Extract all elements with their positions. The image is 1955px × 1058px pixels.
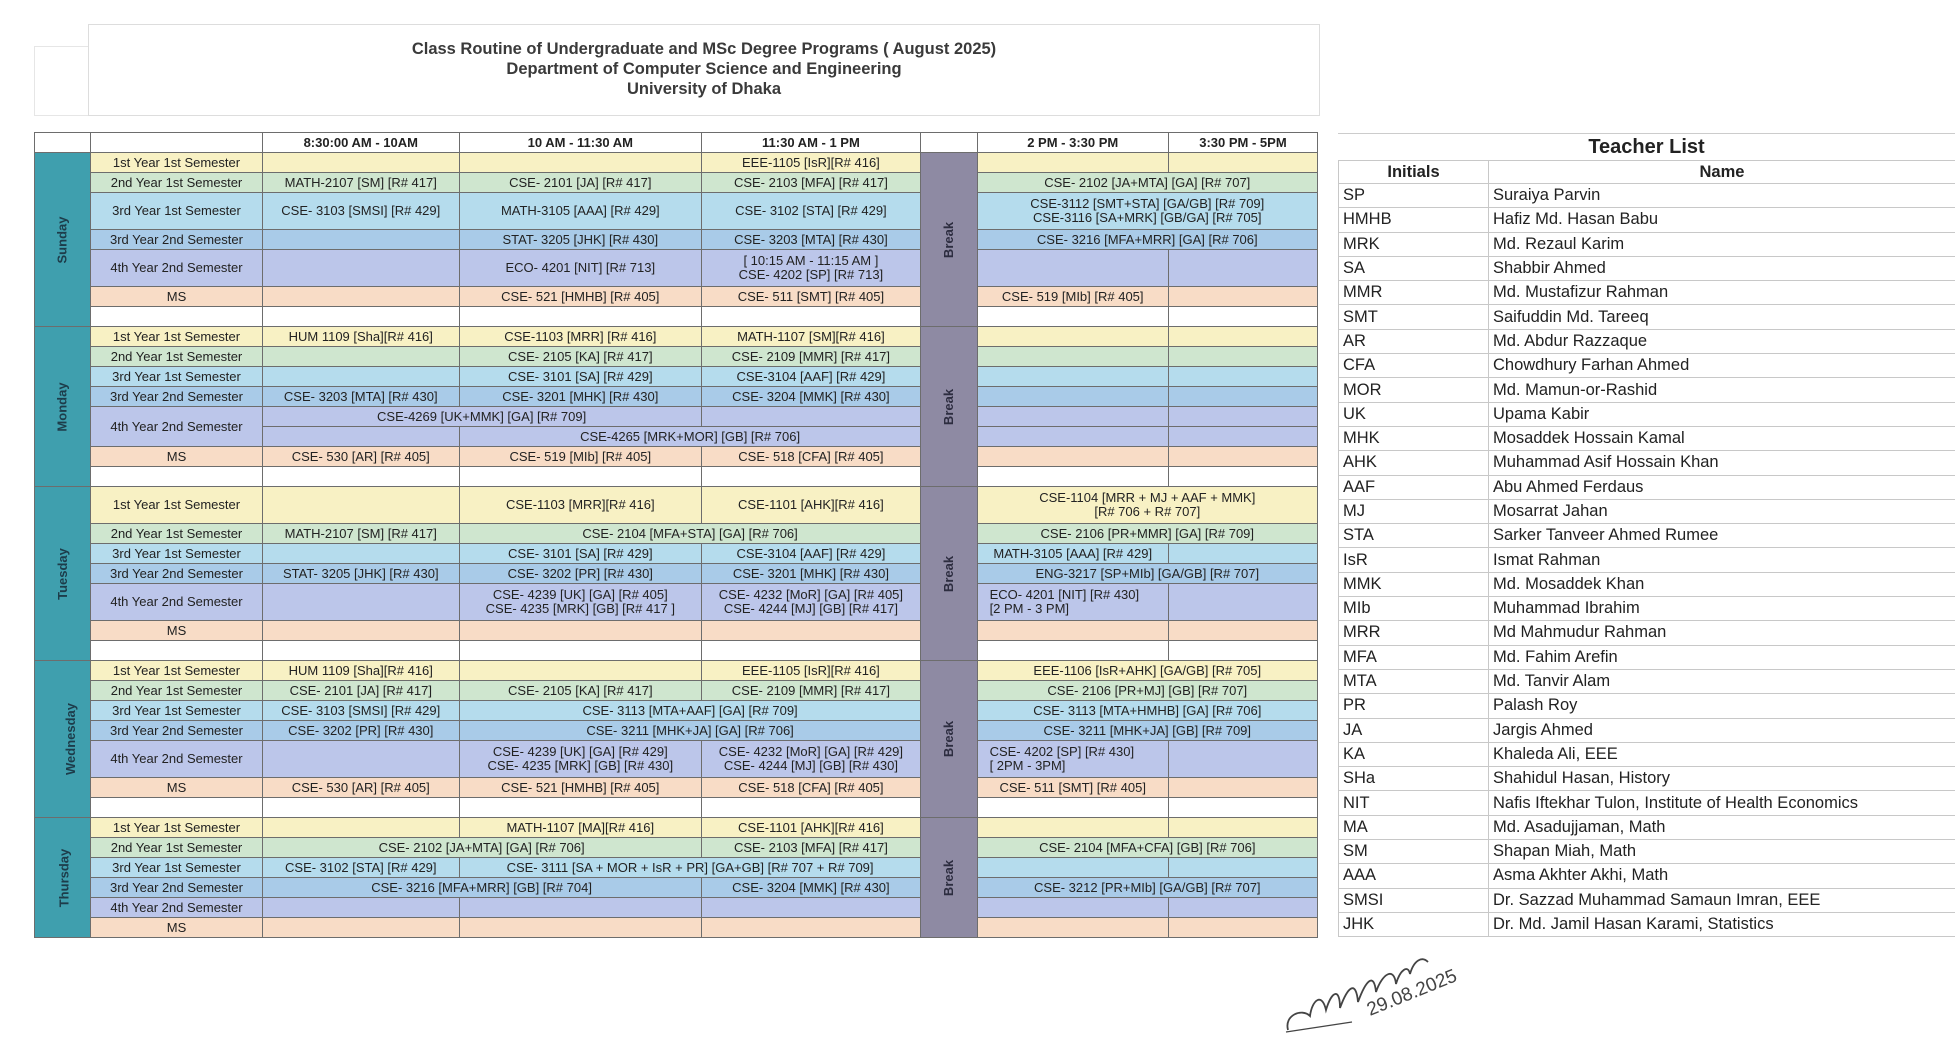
teacher-initials: CFA	[1339, 354, 1489, 378]
slot-2-header: 10 AM - 11:30 AM	[459, 133, 701, 153]
table-row	[35, 173, 1318, 193]
teacher-name: Shabbir Ahmed	[1489, 256, 1955, 280]
teacher-name: Palash Roy	[1489, 694, 1955, 718]
class-cell: CSE- 521 [HMHB] [R# 405]	[459, 287, 701, 307]
class-cell: EEE-1105 [IsR][R# 416]	[701, 661, 921, 681]
semester-label: 1st Year 1st Semester	[91, 153, 262, 173]
teacher-row	[1339, 694, 1955, 718]
class-cell: CSE- 2102 [JA+MTA] [GA] [R# 707]	[977, 173, 1317, 193]
teacher-initials: SMT	[1339, 305, 1489, 329]
class-cell: ECO- 4201 [NIT] [R# 430] [2 PM - 3 PM]	[977, 584, 1168, 621]
teacher-row	[1339, 378, 1955, 402]
semester-label: 4th Year 2nd Semester	[91, 584, 262, 621]
teacher-name: Hafiz Md. Hasan Babu	[1489, 208, 1955, 232]
class-cell: CSE- 530 [AR] [R# 405]	[262, 778, 459, 798]
name-header: Name	[1489, 161, 1955, 184]
class-cell: CSE-1101 [AHK][R# 416]	[701, 818, 921, 838]
teacher-initials: AR	[1339, 329, 1489, 353]
table-row	[35, 564, 1318, 584]
teacher-name: Shapan Miah, Math	[1489, 840, 1955, 864]
teacher-name: Md. Mosaddek Khan	[1489, 572, 1955, 596]
class-cell: CSE- 2106 [PR+MMR] [GA] [R# 709]	[977, 524, 1317, 544]
teacher-initials: KA	[1339, 742, 1489, 766]
semester-label: 2nd Year 1st Semester	[91, 681, 262, 701]
header-stub	[34, 46, 89, 116]
teacher-initials: SHa	[1339, 767, 1489, 791]
teacher-initials: MHK	[1339, 426, 1489, 450]
teacher-name: Md. Rezaul Karim	[1489, 232, 1955, 256]
table-row	[35, 741, 1318, 778]
teacher-initials: AHK	[1339, 451, 1489, 475]
class-cell: CSE- 3101 [SA] [R# 429]	[459, 367, 701, 387]
teacher-initials: SMSI	[1339, 888, 1489, 912]
signature-date: 29.08.2025	[1364, 965, 1461, 1021]
semester-label: 3rd Year 2nd Semester	[91, 387, 262, 407]
table-row	[35, 487, 1318, 524]
semester-label: 2nd Year 1st Semester	[91, 173, 262, 193]
teacher-initials: MFA	[1339, 645, 1489, 669]
class-cell: CSE- 3103 [SMSI] [R# 429]	[262, 701, 459, 721]
teacher-row	[1339, 645, 1955, 669]
semester-label: 3rd Year 1st Semester	[91, 858, 262, 878]
teacher-list-title: Teacher List	[1338, 133, 1955, 160]
table-row	[35, 858, 1318, 878]
teacher-row	[1339, 475, 1955, 499]
teacher-name: Nafis Iftekhar Tulon, Institute of Health Economics	[1489, 791, 1955, 815]
break-wednesday: Break	[921, 661, 977, 818]
teacher-name: Muhammad Asif Hossain Khan	[1489, 451, 1955, 475]
teacher-row	[1339, 621, 1955, 645]
class-cell: STAT- 3205 [JHK] [R# 430]	[459, 230, 701, 250]
class-cell: MATH-2107 [SM] [R# 417]	[262, 173, 459, 193]
teacher-name: Abu Ahmed Ferdaus	[1489, 475, 1955, 499]
teacher-row	[1339, 232, 1955, 256]
class-cell: [ 10:15 AM - 11:15 AM ] CSE- 4202 [SP] [R# 713]	[701, 250, 921, 287]
teacher-name: Dr. Sazzad Muhammad Samaun Imran, EEE	[1489, 888, 1955, 912]
class-cell: CSE- 3211 [MHK+JA] [GA] [R# 706]	[459, 721, 920, 741]
semester-label: 1st Year 1st Semester	[91, 818, 262, 838]
semester-label: 2nd Year 1st Semester	[91, 347, 262, 367]
class-cell: CSE-1101 [AHK][R# 416]	[701, 487, 921, 524]
semester-label: 3rd Year 2nd Semester	[91, 230, 262, 250]
table-row	[35, 878, 1318, 898]
class-cell: MATH-1107 [MA][R# 416]	[459, 818, 701, 838]
break-thursday: Break	[921, 818, 977, 938]
semester-label: 3rd Year 1st Semester	[91, 367, 262, 387]
teacher-row	[1339, 256, 1955, 280]
break-monday: Break	[921, 327, 977, 487]
teacher-header-row	[1339, 161, 1955, 184]
table-row	[35, 721, 1318, 741]
day-label-sunday: Sunday	[35, 153, 91, 327]
class-cell: CSE-4265 [MRK+MOR] [GB] [R# 706]	[459, 427, 920, 447]
teacher-name: Md. Fahim Arefin	[1489, 645, 1955, 669]
class-cell: CSE- 3212 [PR+MIb] [GA/GB] [R# 707]	[977, 878, 1317, 898]
class-cell: CSE- 2105 [KA] [R# 417]	[459, 347, 701, 367]
teacher-name: Shahidul Hasan, History	[1489, 767, 1955, 791]
teacher-initials: SA	[1339, 256, 1489, 280]
class-cell: CSE-1103 [MRR][R# 416]	[459, 487, 701, 524]
class-cell: CSE- 3103 [SMSI] [R# 429]	[262, 193, 459, 230]
class-cell: CSE- 3113 [MTA+AAF] [GA] [R# 709]	[459, 701, 920, 721]
table-row	[35, 524, 1318, 544]
class-cell: CSE- 4239 [UK] [GA] [R# 405] CSE- 4235 [MRK] [GB] [R# 417 ]	[459, 584, 701, 621]
class-cell: MATH-3105 [AAA] [R# 429]	[459, 193, 701, 230]
teacher-initials: AAF	[1339, 475, 1489, 499]
table-row	[35, 778, 1318, 798]
teacher-row	[1339, 499, 1955, 523]
teacher-name: Saifuddin Md. Tareeq	[1489, 305, 1955, 329]
break-tuesday: Break	[921, 487, 977, 661]
department-name: Department of Computer Science and Engineering	[506, 60, 902, 78]
table-row	[35, 838, 1318, 858]
semester-label: 2nd Year 1st Semester	[91, 838, 262, 858]
teacher-name: Md. Mamun-or-Rashid	[1489, 378, 1955, 402]
class-cell: CSE- 2103 [MFA] [R# 417]	[701, 838, 921, 858]
teacher-row	[1339, 572, 1955, 596]
class-cell: CSE- 2104 [MFA+CFA] [GB] [R# 706]	[977, 838, 1317, 858]
semester-label: 3rd Year 2nd Semester	[91, 721, 262, 741]
class-cell: CSE- 2106 [PR+MJ] [GB] [R# 707]	[977, 681, 1317, 701]
teacher-name: Ismat Rahman	[1489, 548, 1955, 572]
class-cell: CSE- 3211 [MHK+JA] [GB] [R# 709]	[977, 721, 1317, 741]
slot-1-header: 8:30:00 AM - 10AM	[262, 133, 459, 153]
university-name: University of Dhaka	[626, 80, 782, 98]
class-cell: CSE-3104 [AAF] [R# 429]	[701, 367, 921, 387]
table-row	[35, 447, 1318, 467]
table-row	[35, 681, 1318, 701]
teacher-name: Md Mahmudur Rahman	[1489, 621, 1955, 645]
class-cell: CSE- 3204 [MMK] [R# 430]	[701, 387, 921, 407]
table-row	[35, 407, 1318, 427]
table-row	[35, 367, 1318, 387]
table-row	[35, 818, 1318, 838]
teacher-name: Dr. Md. Jamil Hasan Karami, Statistics	[1489, 912, 1955, 936]
table-row	[35, 287, 1318, 307]
teacher-initials: STA	[1339, 524, 1489, 548]
semester-label: MS	[91, 778, 262, 798]
teacher-name: Md. Abdur Razzaque	[1489, 329, 1955, 353]
routine-table	[34, 132, 1318, 938]
table-row	[35, 230, 1318, 250]
class-cell: CSE- 3203 [MTA] [R# 430]	[262, 387, 459, 407]
teacher-row	[1339, 305, 1955, 329]
class-cell: HUM 1109 [Sha][R# 416]	[262, 661, 459, 681]
semester-label: 4th Year 2nd Semester	[91, 741, 262, 778]
teacher-initials: MRR	[1339, 621, 1489, 645]
class-cell: CSE- 4232 [MoR] [GA] [R# 429] CSE- 4244 [MJ] [GB] [R# 430]	[701, 741, 921, 778]
teacher-initials: MTA	[1339, 669, 1489, 693]
class-cell: CSE- 2101 [JA] [R# 417]	[459, 173, 701, 193]
semester-label: 2nd Year 1st Semester	[91, 524, 262, 544]
class-cell: MATH-1107 [SM][R# 416]	[701, 327, 921, 347]
semester-label: MS	[91, 621, 262, 641]
class-cell: CSE- 3111 [SA + MOR + IsR + PR] [GA+GB] [R# 707 + R# 709]	[459, 858, 920, 878]
semester-label: 1st Year 1st Semester	[91, 327, 262, 347]
class-cell: CSE- 2104 [MFA+STA] [GA] [R# 706]	[459, 524, 920, 544]
teacher-initials: HMHB	[1339, 208, 1489, 232]
semester-label: 3rd Year 2nd Semester	[91, 564, 262, 584]
routine-title: Class Routine of Undergraduate and MSc Degree Programs ( August 2025)	[411, 40, 997, 58]
teacher-name: Muhammad Ibrahim	[1489, 597, 1955, 621]
table-row	[35, 661, 1318, 681]
teacher-name: Md. Mustafizur Rahman	[1489, 281, 1955, 305]
class-cell: CSE- 2109 [MMR] [R# 417]	[701, 681, 921, 701]
teacher-name: Md. Tanvir Alam	[1489, 669, 1955, 693]
table-row	[35, 621, 1318, 641]
semester-label: MS	[91, 447, 262, 467]
class-cell: CSE- 2101 [JA] [R# 417]	[262, 681, 459, 701]
table-row	[35, 918, 1318, 938]
teacher-initials: SP	[1339, 184, 1489, 208]
break-sunday: Break	[921, 153, 977, 327]
slot-4-header: 2 PM - 3:30 PM	[977, 133, 1168, 153]
teacher-row	[1339, 767, 1955, 791]
teacher-initials: PR	[1339, 694, 1489, 718]
teacher-row	[1339, 329, 1955, 353]
class-cell: MATH-3105 [AAA] [R# 429]	[977, 544, 1168, 564]
semester-label: 3rd Year 1st Semester	[91, 701, 262, 721]
teacher-row	[1339, 402, 1955, 426]
teacher-initials: NIT	[1339, 791, 1489, 815]
teacher-initials: MOR	[1339, 378, 1489, 402]
teacher-name: Upama Kabir	[1489, 402, 1955, 426]
teacher-name: Sarker Tanveer Ahmed Rumee	[1489, 524, 1955, 548]
class-cell: CSE-3104 [AAF] [R# 429]	[701, 544, 921, 564]
teacher-initials: UK	[1339, 402, 1489, 426]
teacher-row	[1339, 597, 1955, 621]
class-cell: CSE- 3216 [MFA+MRR] [GB] [R# 704]	[262, 878, 701, 898]
table-row	[35, 387, 1318, 407]
class-cell: CSE- 519 [MIb] [R# 405]	[977, 287, 1168, 307]
teacher-row	[1339, 524, 1955, 548]
semester-label: 4th Year 2nd Semester	[91, 407, 262, 447]
semester-label: MS	[91, 287, 262, 307]
teacher-name: Jargis Ahmed	[1489, 718, 1955, 742]
class-cell: STAT- 3205 [JHK] [R# 430]	[262, 564, 459, 584]
class-cell: CSE- 2109 [MMR] [R# 417]	[701, 347, 921, 367]
day-label-thursday: Thursday	[35, 818, 91, 938]
semester-label: 3rd Year 2nd Semester	[91, 878, 262, 898]
teacher-row	[1339, 451, 1955, 475]
semester-label: 3rd Year 1st Semester	[91, 193, 262, 230]
teacher-initials: MJ	[1339, 499, 1489, 523]
teacher-initials: MA	[1339, 815, 1489, 839]
teacher-initials: IsR	[1339, 548, 1489, 572]
class-cell: CSE- 3201 [MHK] [R# 430]	[459, 387, 701, 407]
teacher-name: Khaleda Ali, EEE	[1489, 742, 1955, 766]
teacher-row	[1339, 184, 1955, 208]
class-cell: CSE- 521 [HMHB] [R# 405]	[459, 778, 701, 798]
class-cell: CSE-1104 [MRR + MJ + AAF + MMK] [R# 706 + R# 707]	[977, 487, 1317, 524]
table-row	[35, 347, 1318, 367]
teacher-row	[1339, 548, 1955, 572]
teacher-initials: SM	[1339, 840, 1489, 864]
teacher-row	[1339, 281, 1955, 305]
class-cell: CSE- 3102 [STA] [R# 429]	[701, 193, 921, 230]
teacher-name: Md. Asadujjaman, Math	[1489, 815, 1955, 839]
teacher-row	[1339, 791, 1955, 815]
class-cell: HUM 1109 [Sha][R# 416]	[262, 327, 459, 347]
class-cell: CSE- 3202 [PR] [R# 430]	[459, 564, 701, 584]
table-row	[35, 250, 1318, 287]
class-cell: CSE- 518 [CFA] [R# 405]	[701, 778, 921, 798]
class-cell: CSE- 3216 [MFA+MRR] [GA] [R# 706]	[977, 230, 1317, 250]
semester-label: 4th Year 2nd Semester	[91, 250, 262, 287]
class-cell: CSE- 2102 [JA+MTA] [GA] [R# 706]	[262, 838, 701, 858]
class-cell: CSE- 2105 [KA] [R# 417]	[459, 681, 701, 701]
class-cell: CSE- 4232 [MoR] [GA] [R# 405] CSE- 4244 [MJ] [GB] [R# 417]	[701, 584, 921, 621]
day-label-tuesday: Tuesday	[35, 487, 91, 661]
semester-label: 1st Year 1st Semester	[91, 487, 262, 524]
signature	[1282, 930, 1462, 1040]
teacher-name: Suraiya Parvin	[1489, 184, 1955, 208]
teacher-list	[1338, 133, 1955, 937]
class-cell: CSE- 511 [SMT] [R# 405]	[977, 778, 1168, 798]
teacher-initials: JA	[1339, 718, 1489, 742]
class-cell: EEE-1105 [IsR][R# 416]	[701, 153, 921, 173]
class-cell: CSE- 3201 [MHK] [R# 430]	[701, 564, 921, 584]
class-cell: CSE- 530 [AR] [R# 405]	[262, 447, 459, 467]
semester-label: MS	[91, 918, 262, 938]
teacher-name: Asma Akhter Akhi, Math	[1489, 864, 1955, 888]
class-cell: CSE- 2103 [MFA] [R# 417]	[701, 173, 921, 193]
teacher-initials: MMR	[1339, 281, 1489, 305]
teacher-row	[1339, 718, 1955, 742]
class-cell: CSE- 3204 [MMK] [R# 430]	[701, 878, 921, 898]
class-cell: MATH-2107 [SM] [R# 417]	[262, 524, 459, 544]
class-cell: CSE-4269 [UK+MMK] [GA] [R# 709]	[262, 407, 701, 427]
teacher-table	[1338, 160, 1955, 937]
teacher-name: Mosaddek Hossain Kamal	[1489, 426, 1955, 450]
class-cell: ENG-3217 [SP+MIb] [GA/GB] [R# 707]	[977, 564, 1317, 584]
teacher-row	[1339, 742, 1955, 766]
teacher-row	[1339, 208, 1955, 232]
teacher-row	[1339, 840, 1955, 864]
class-cell: CSE- 4202 [SP] [R# 430] [ 2PM - 3PM]	[977, 741, 1168, 778]
teacher-row	[1339, 669, 1955, 693]
teacher-name: Chowdhury Farhan Ahmed	[1489, 354, 1955, 378]
table-row	[35, 701, 1318, 721]
day-label-monday: Monday	[35, 327, 91, 487]
initials-header: Initials	[1339, 161, 1489, 184]
table-row	[35, 544, 1318, 564]
semester-label: 1st Year 1st Semester	[91, 661, 262, 681]
class-cell: CSE-1103 [MRR] [R# 416]	[459, 327, 701, 347]
class-cell: CSE- 3101 [SA] [R# 429]	[459, 544, 701, 564]
table-row	[35, 327, 1318, 347]
class-cell: CSE- 3102 [STA] [R# 429]	[262, 858, 459, 878]
class-cell: CSE-3112 [SMT+STA] [GA/GB] [R# 709] CSE-3116 [SA+MRK] [GB/GA] [R# 705]	[977, 193, 1317, 230]
table-row	[35, 898, 1318, 918]
slot-5-header: 3:30 PM - 5PM	[1168, 133, 1317, 153]
class-cell: ECO- 4201 [NIT] [R# 713]	[459, 250, 701, 287]
teacher-rows	[1339, 184, 1955, 937]
class-cell: CSE- 3113 [MTA+HMHB] [GA] [R# 706]	[977, 701, 1317, 721]
class-cell: CSE- 518 [CFA] [R# 405]	[701, 447, 921, 467]
table-row	[35, 193, 1318, 230]
time-header-row	[35, 133, 1318, 153]
slot-3-header: 11:30 AM - 1 PM	[701, 133, 921, 153]
teacher-row	[1339, 864, 1955, 888]
teacher-initials: MIb	[1339, 597, 1489, 621]
teacher-initials: JHK	[1339, 912, 1489, 936]
day-label-wednesday: Wednesday	[35, 661, 91, 818]
table-row	[35, 584, 1318, 621]
class-cell: CSE- 4239 [UK] [GA] [R# 429] CSE- 4235 [MRK] [GB] [R# 430]	[459, 741, 701, 778]
teacher-name: Mosarrat Jahan	[1489, 499, 1955, 523]
teacher-row	[1339, 888, 1955, 912]
table-row	[35, 153, 1318, 173]
class-cell: EEE-1106 [IsR+AHK] [GA/GB] [R# 705]	[977, 661, 1317, 681]
teacher-row	[1339, 426, 1955, 450]
class-cell: CSE- 519 [MIb] [R# 405]	[459, 447, 701, 467]
semester-label: 4th Year 2nd Semester	[91, 898, 262, 918]
class-cell: CSE- 3202 [PR] [R# 430]	[262, 721, 459, 741]
class-cell: CSE- 511 [SMT] [R# 405]	[701, 287, 921, 307]
class-cell: CSE- 3203 [MTA] [R# 430]	[701, 230, 921, 250]
teacher-row	[1339, 815, 1955, 839]
teacher-row	[1339, 354, 1955, 378]
teacher-initials: AAA	[1339, 864, 1489, 888]
semester-label: 3rd Year 1st Semester	[91, 544, 262, 564]
teacher-initials: MMK	[1339, 572, 1489, 596]
teacher-initials: MRK	[1339, 232, 1489, 256]
routine-header	[88, 24, 1320, 116]
